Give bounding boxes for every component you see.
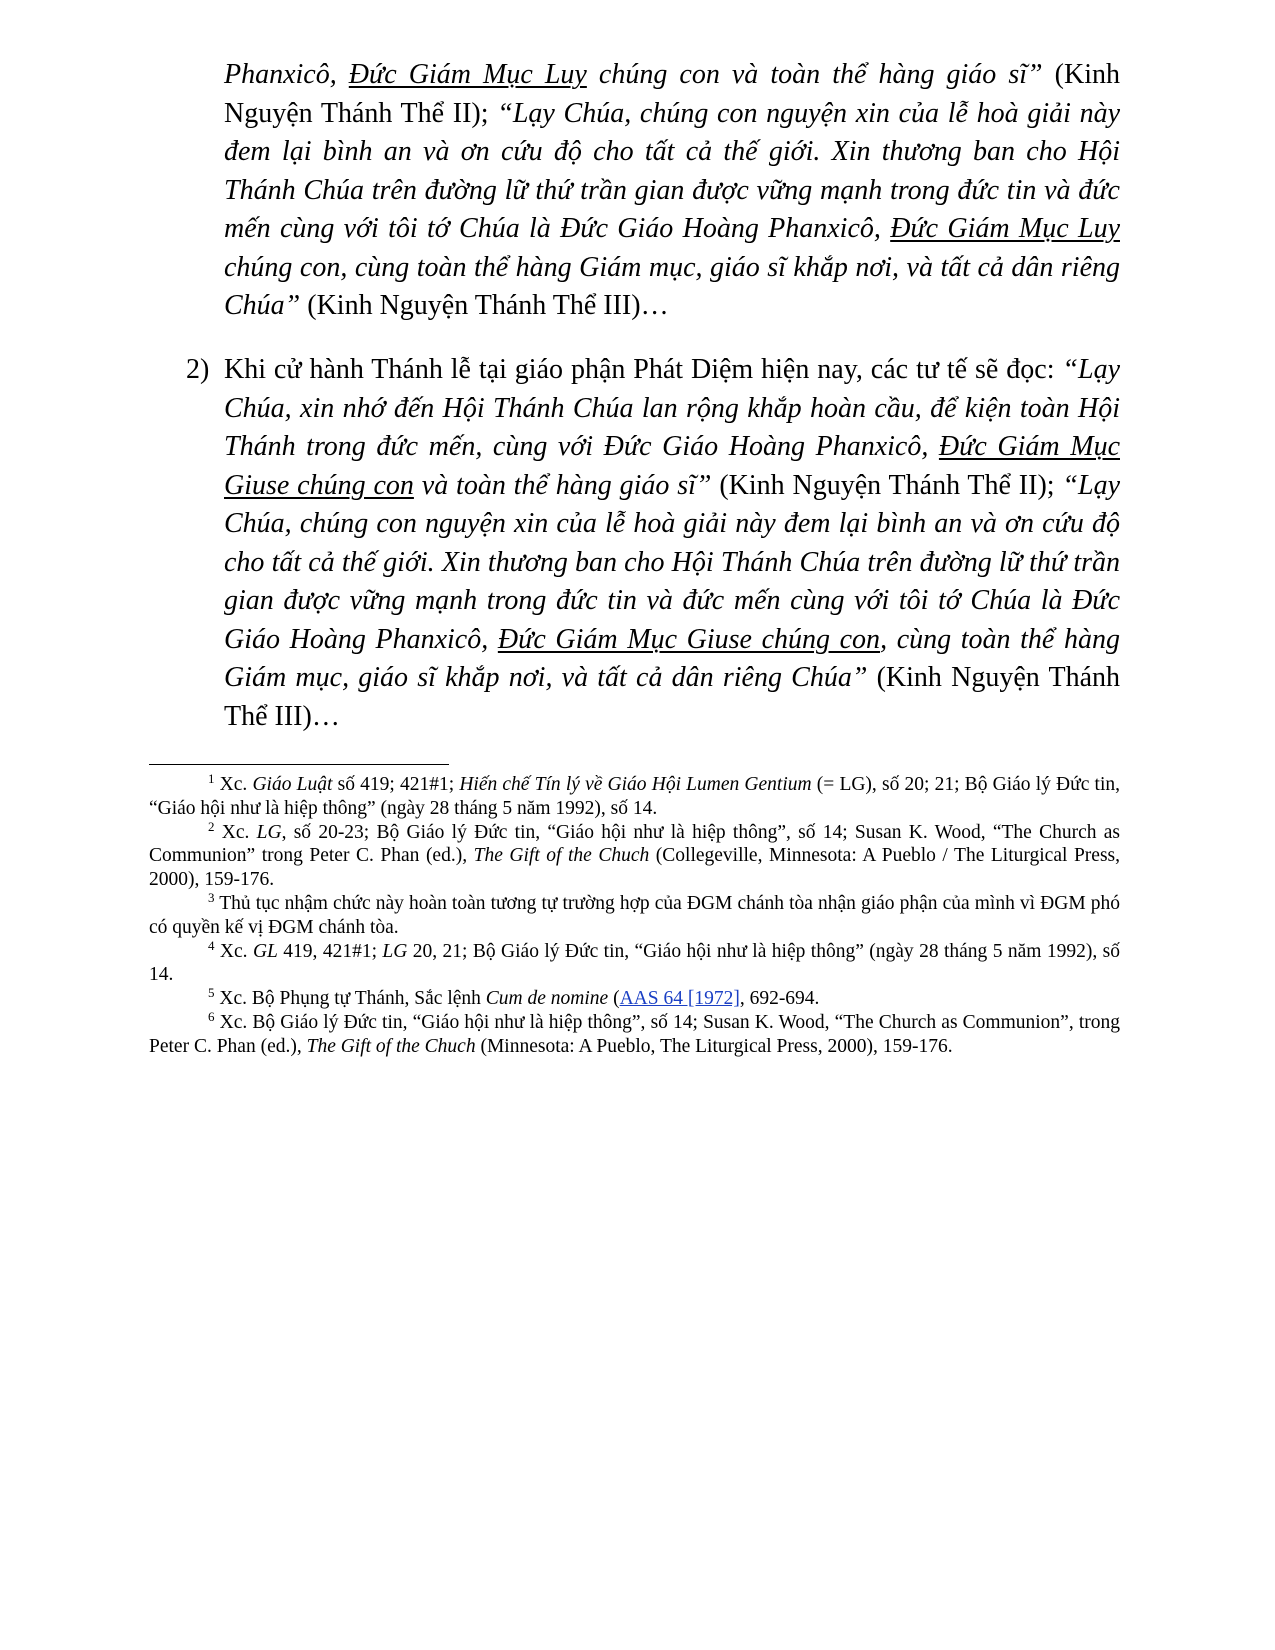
quote-text: và toàn thể hàng giáo sĩ”: [413, 469, 712, 501]
footnotes: [149, 773, 1120, 1059]
underlined-name: Đức Giám Mục Luy: [890, 213, 1120, 244]
underlined-name: Đức Giám Mục Giuse chúng con: [497, 623, 881, 655]
quote-text: “Lạy Chúa, xin nhớ đến Hội Thánh Chúa lan rộng khắp hoàn cầu, để kiện toàn Hội Thánh trong đức mến, cùng với Đức Giáo Hoàng Phanxicô,: [224, 354, 1120, 462]
paragraph-continuation: [224, 56, 1120, 326]
list-number: 2): [186, 354, 210, 385]
quote-text: chúng con, cùng toàn thể hàng Giám mục, giáo sĩ khắp nơi, và tất cả dân riêng Chúa”: [224, 251, 1120, 321]
quote-text: “Lạy Chúa, chúng con nguyện xin của lễ hoà giải này đem lại bình an và ơn cứu độ cho tất cả thế giới. Xin thương ban cho Hội Thánh Chúa trên đường lữ thứ trần gian được vững mạnh trong đức tin và đức mến cùng với tôi tớ Chúa là Đức Giáo Hoàng Phanxicô,: [224, 97, 1121, 244]
citation-text: (Kinh Nguyện Thánh Thể II);: [224, 59, 1120, 129]
footnote-1: $^1$ Xc. Giáo Luật số 419; 421#1; Hiến chế Tín lý về Giáo Hội Lumen Gentium (= LG), số 20; 21; Bộ Giáo lý Đức tin, “Giáo hội như là hiệp thông” (ngày 28 tháng 5 năm 1992), số 14.: [149, 771, 1120, 819]
citation-text: (Kinh Nguyện Thánh Thể II);: [711, 469, 1063, 501]
quote-text: , cùng toàn thể hàng Giám mục, giáo sĩ khắp nơi, và tất cả dân riêng Chúa”: [224, 623, 1120, 693]
citation-text: (Kinh Nguyện Thánh Thể III)…: [300, 290, 669, 321]
underlined-name: Đức Giám Mục Luy: [348, 59, 587, 90]
underlined-name: Đức Giám Mục Giuse chúng con: [224, 431, 1120, 501]
footnote-6: $^6$ Xc. Bộ Giáo lý Đức tin, “Giáo hội như là hiệp thông”, số 14; Susan K. Wood, “The Church as Communion”, trong Peter C. Phan (ed.), The Gift of the Chuch (Minnesota: A Pueblo, The Liturgical Press, 2000), 159-176.: [149, 1008, 1120, 1057]
footnote-5: $^5$ Xc. Bộ Phụng tự Thánh, Sắc lệnh Cum de nomine (AAS 64 [1972], 692-694.: [208, 985, 820, 1010]
footnote-2: $^2$ Xc. LG, số 20-23; Bộ Giáo lý Đức tin, “Giáo hội như là hiệp thông”, số 14; Susan K. Wood, “The Church as Communion” trong Peter C. Phan (ed.), The Gift of the Chuch (Collegeville, Minnesota: A Pueblo / The Liturgical Press, 2000), 159-176.: [149, 818, 1120, 891]
quote-text: chúng con và toàn thể hàng giáo sĩ”: [586, 59, 1043, 90]
footnote-separator: [149, 764, 449, 765]
footnote-3: $^3$ Thủ tục nhậm chức này hoàn toàn tương tự trường hợp của ĐGM chánh tòa nhận giáo phận của mình vì ĐGM phó có quyền kế vị ĐGM chánh tòa.: [149, 889, 1120, 938]
footnote-number: 3: [208, 889, 215, 905]
footnote-number: 4: [208, 937, 215, 953]
footnote-4: $^4$ Xc. GL 419, 421#1; LG 20, 21; Bộ Giáo lý Đức tin, “Giáo hội như là hiệp thông” (ngày 28 tháng 5 năm 1992), số 14.: [149, 937, 1120, 986]
footnote-number: 5: [208, 985, 215, 1001]
quote-text: “Lạy Chúa, chúng con nguyện xin của lễ hoà giải này đem lại bình an và ơn cứu độ cho tất cả thế giới. Xin thương ban cho Hội Thánh Chúa trên đường lữ thứ trần gian được vững mạnh trong đức tin và đức mến cùng với tôi tớ Chúa là Đức Giáo Hoàng Phanxicô,: [224, 469, 1120, 655]
aas-link[interactable]: AAS 64 [1972]: [619, 988, 740, 1010]
body-text: Khi cử hành Thánh lễ tại giáo phận Phát Diệm hiện nay, các tư tế sẽ đọc:: [224, 354, 1063, 385]
citation-text: (Kinh Nguyện Thánh Thể III)…: [224, 662, 1120, 732]
footnote-number: 6: [208, 1008, 215, 1024]
footnote-number: 1: [208, 771, 215, 786]
quote-text: Phanxicô,: [224, 59, 349, 90]
footnote-number: 2: [208, 818, 215, 834]
list-item-2: [186, 351, 1120, 736]
